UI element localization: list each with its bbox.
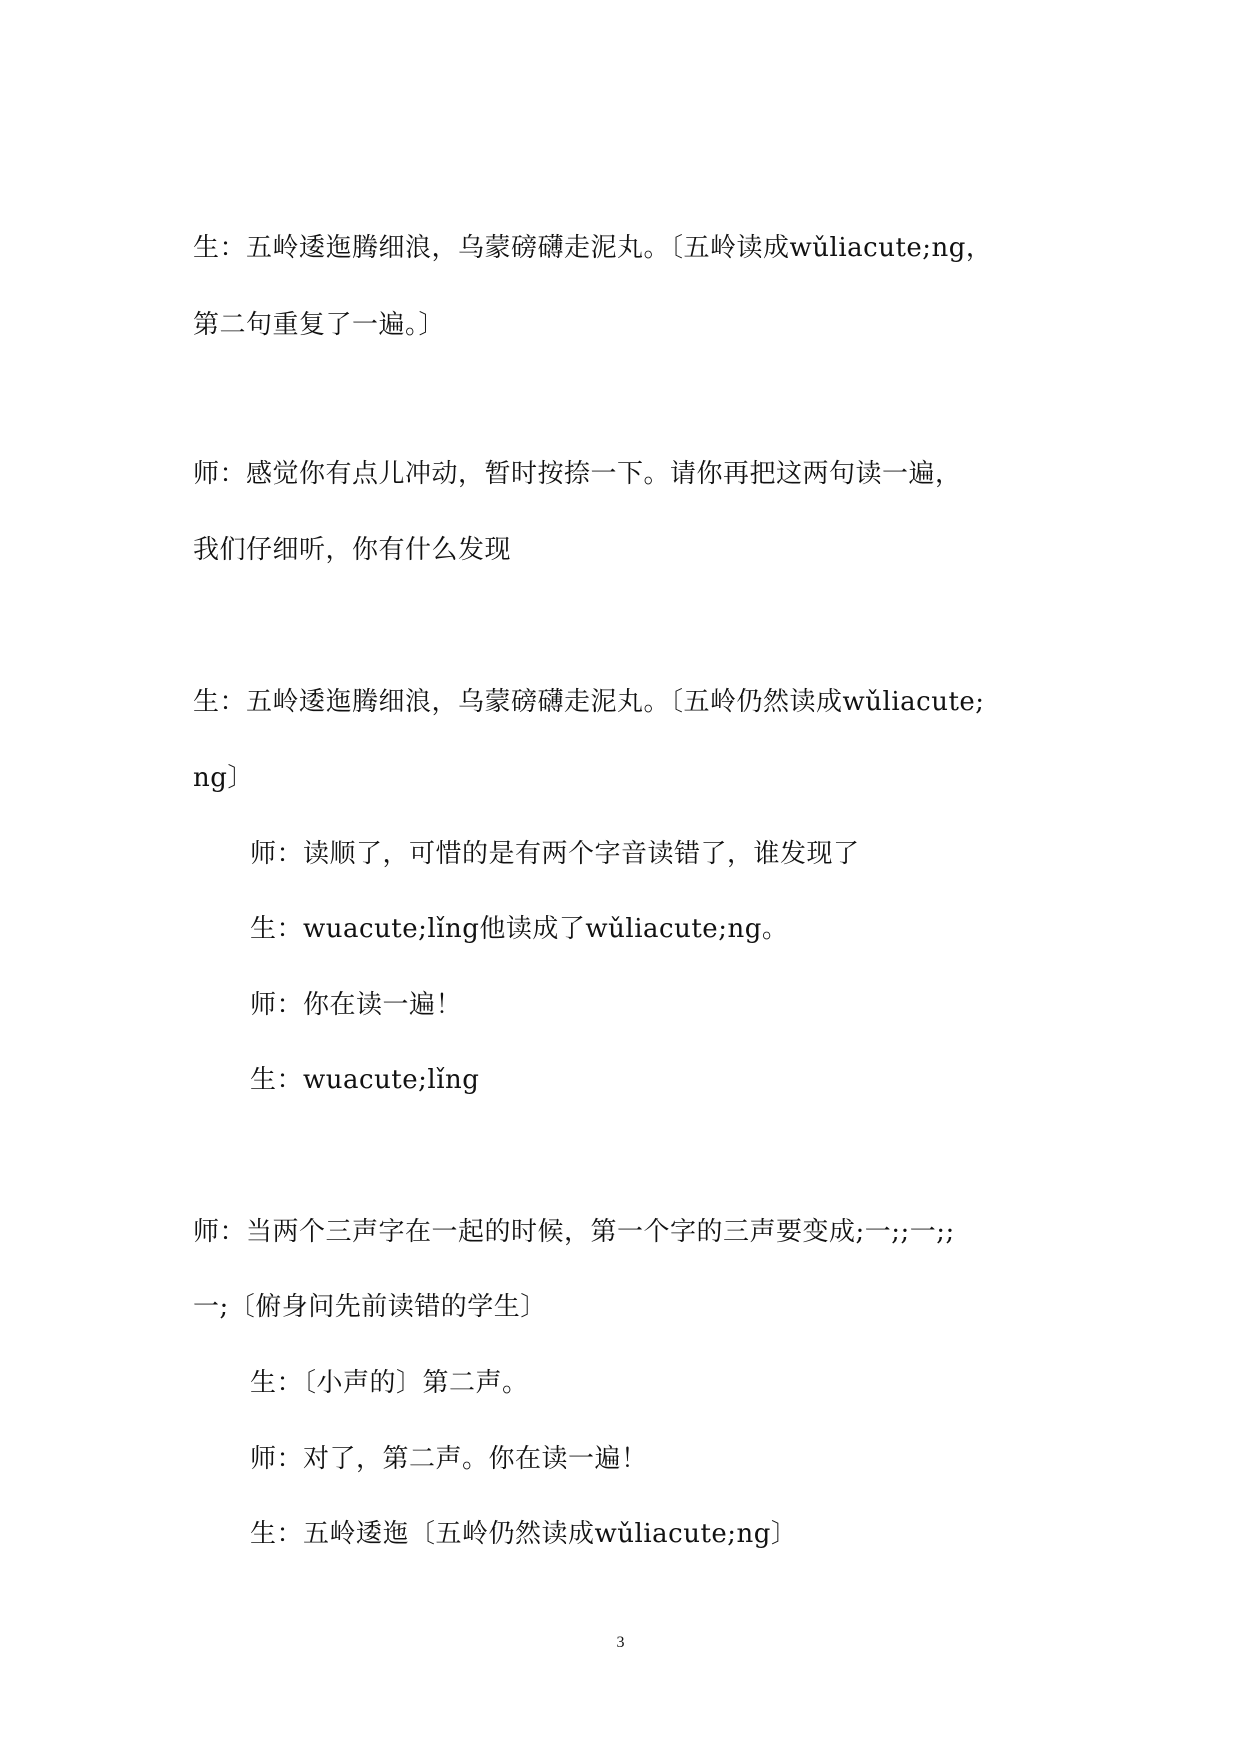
- paragraph-line: 师：当两个三声字在一起的时候，第一个字的三声要变成;一;;一;;: [193, 1217, 955, 1247]
- paragraph-line: 师：对了，第二声。你在读一遍！: [250, 1444, 648, 1474]
- paragraph-line: 生：wuacute;lǐng他读成了wǔliacute;ng。: [250, 914, 789, 944]
- paragraph-line: 生：五岭逶迤〔五岭仍然读成wǔliacute;ng〕: [250, 1519, 798, 1549]
- paragraph-line: 我们仔细听，你有什么发现: [193, 535, 512, 565]
- page-number: 3: [616, 1634, 625, 1651]
- paragraph-line: 第二句重复了一遍。〕: [193, 310, 446, 340]
- paragraph-line: 生：〔小声的〕第二声。: [250, 1368, 529, 1398]
- paragraph-line: 生：五岭逶迤腾细浪，乌蒙磅礴走泥丸。〔五岭读成wǔliacute;ng，: [193, 233, 993, 263]
- paragraph-line: 师：你在读一遍！: [250, 990, 463, 1020]
- paragraph-line: ng〕: [193, 763, 254, 793]
- paragraph-line: 生：五岭逶迤腾细浪，乌蒙磅礴走泥丸。〔五岭仍然读成wǔliacute;: [193, 687, 985, 717]
- paragraph-line: 一;〔俯身问先前读错的学生〕: [193, 1292, 547, 1322]
- paragraph-line: 师：感觉你有点儿冲动，暂时按捺一下。请你再把这两句读一遍，: [193, 459, 962, 489]
- paragraph-line: 师：读顺了，可惜的是有两个字音读错了，谁发现了: [250, 839, 860, 869]
- paragraph-line: 生：wuacute;lǐng: [250, 1065, 480, 1095]
